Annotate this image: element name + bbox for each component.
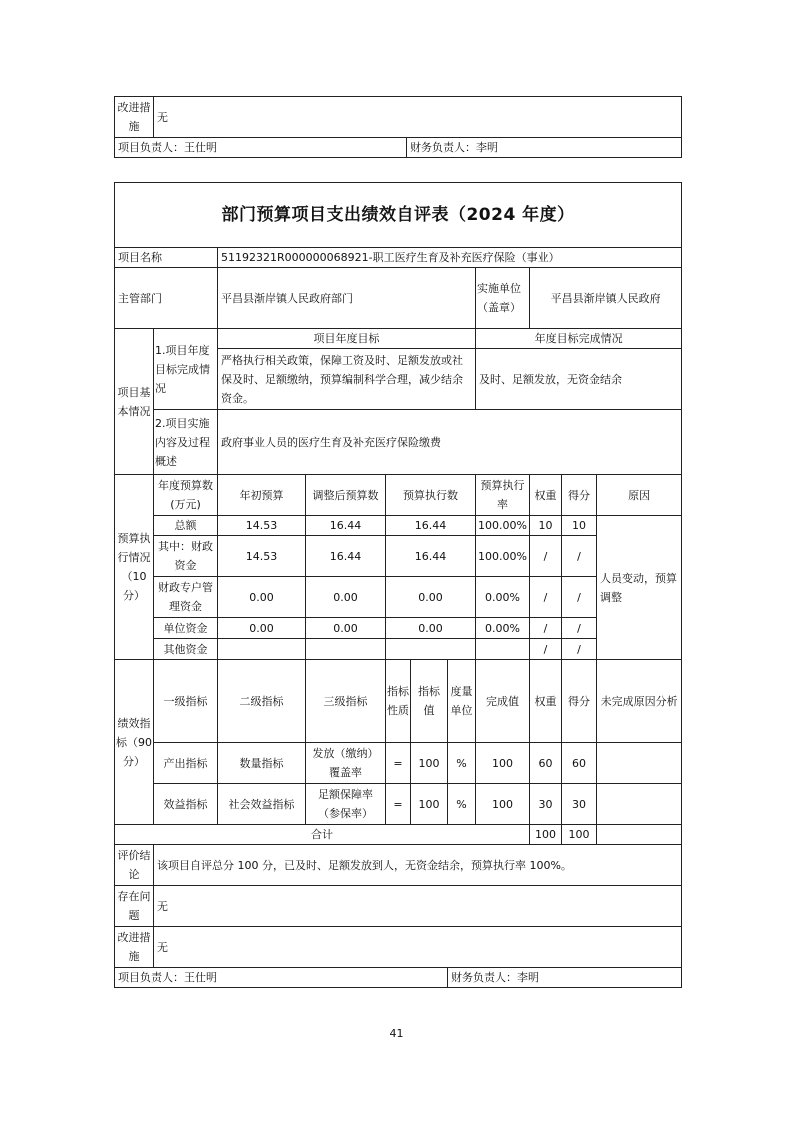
- budget-adjusted: 16.44: [306, 516, 386, 536]
- budget-adjusted: [306, 639, 386, 660]
- perf-level1: 效益指标: [154, 784, 218, 825]
- perf-header-level2: 二级指标: [218, 660, 306, 743]
- total-label: 合计: [115, 825, 530, 845]
- budget-rate: [476, 639, 530, 660]
- goal-completion-text: 及时、足额发放，无资金结余: [476, 349, 682, 410]
- perf-weight: 30: [530, 784, 562, 825]
- total-score: 100: [562, 825, 597, 845]
- perf-target: 100: [411, 784, 448, 825]
- budget-header-weight: 权重: [530, 475, 562, 516]
- budget-row-label: 单位资金: [154, 618, 218, 639]
- budget-header-rate: 预算执行率: [476, 475, 530, 516]
- budget-weight: /: [530, 639, 562, 660]
- content-text: 政府事业人员的医疗生育及补充医疗保险缴费: [218, 410, 682, 475]
- budget-row-label: 其中：财政资金: [154, 536, 218, 577]
- issues-text: 无: [154, 886, 682, 927]
- budget-weight: /: [530, 536, 562, 577]
- budget-executed: 16.44: [386, 536, 476, 577]
- budget-executed: 0.00: [386, 577, 476, 618]
- budget-initial: 0.00: [218, 577, 306, 618]
- project-lead: 项目负责人：王仕明: [115, 138, 407, 158]
- improvement-value: 无: [154, 97, 682, 138]
- budget-rate: 100.00%: [476, 516, 530, 536]
- goal-label: 1.项目年度目标完成情况: [154, 329, 218, 410]
- perf-actual: 100: [476, 743, 530, 784]
- perf-reason: [597, 743, 682, 784]
- budget-initial: 14.53: [218, 516, 306, 536]
- performance-self-evaluation-form: [114, 182, 682, 988]
- budget-rate: 0.00%: [476, 618, 530, 639]
- perf-unit: %: [448, 743, 476, 784]
- perf-actual: 100: [476, 784, 530, 825]
- performance-row: [115, 743, 682, 784]
- impl-unit-label: 实施单位（盖章）: [476, 268, 530, 329]
- conclusion-label: 评价结论: [115, 845, 154, 886]
- perf-level2: 数量指标: [218, 743, 306, 784]
- budget-score: /: [562, 577, 597, 618]
- budget-weight: 10: [530, 516, 562, 536]
- budget-weight: /: [530, 577, 562, 618]
- annual-goal-header: 项目年度目标: [218, 329, 476, 349]
- perf-header-actual: 完成值: [476, 660, 530, 743]
- impl-unit-value: 平昌县渐岸镇人民政府: [530, 268, 682, 329]
- project-name-label: 项目名称: [115, 248, 218, 268]
- perf-score: 30: [562, 784, 597, 825]
- project-name-value: 51192321R000000068921-职工医疗生育及补充医疗保险（事业）: [218, 248, 682, 268]
- issues-label: 存在问题: [115, 886, 154, 927]
- previous-form-tail: [114, 96, 682, 158]
- budget-initial: 0.00: [218, 618, 306, 639]
- budget-weight: /: [530, 618, 562, 639]
- budget-executed: 0.00: [386, 618, 476, 639]
- project-lead: 项目负责人：王仕明: [115, 968, 448, 988]
- improvement-label: 改进措施: [115, 97, 154, 138]
- budget-adjusted: 0.00: [306, 618, 386, 639]
- budget-score: /: [562, 536, 597, 577]
- annual-goal-text: 严格执行相关政策，保障工资及时、足额发放或社保及时、足额缴纳，预算编制科学合理，减少结余资金。: [218, 349, 476, 410]
- budget-header-year: 年度预算数(万元): [154, 475, 218, 516]
- perf-header-score: 得分: [562, 660, 597, 743]
- perf-level1: 产出指标: [154, 743, 218, 784]
- budget-header-score: 得分: [562, 475, 597, 516]
- budget-score: /: [562, 639, 597, 660]
- perf-target: 100: [411, 743, 448, 784]
- page-number: 41: [389, 1027, 404, 1040]
- budget-adjusted: 16.44: [306, 536, 386, 577]
- perf-header-weight: 权重: [530, 660, 562, 743]
- perf-header-nature: 指标性质: [386, 660, 411, 743]
- perf-score: 60: [562, 743, 597, 784]
- improvement-label: 改进措施: [115, 927, 154, 968]
- budget-header-executed: 预算执行数: [386, 475, 476, 516]
- budget-section-label: 预算执行情况（10分）: [115, 475, 154, 660]
- budget-row: [115, 516, 682, 536]
- perf-weight: 60: [530, 743, 562, 784]
- budget-header-reason: 原因: [597, 475, 682, 516]
- total-weight: 100: [530, 825, 562, 845]
- perf-reason: [597, 784, 682, 825]
- budget-adjusted: 0.00: [306, 577, 386, 618]
- performance-section-label: 绩效指标（90分）: [115, 660, 154, 825]
- budget-row-label: 财政专户管理资金: [154, 577, 218, 618]
- dept-value: 平昌县渐岸镇人民政府部门: [218, 268, 476, 329]
- performance-row: [115, 784, 682, 825]
- budget-reason: 人员变动，预算调整: [597, 516, 682, 660]
- budget-header-initial: 年初预算: [218, 475, 306, 516]
- finance-lead: 财务负责人：李明: [448, 968, 682, 988]
- form-title: 部门预算项目支出绩效自评表（2024 年度）: [115, 183, 682, 248]
- total-row: [115, 825, 682, 845]
- perf-level3: 足额保障率（参保率）: [306, 784, 386, 825]
- perf-header-level3: 三级指标: [306, 660, 386, 743]
- basic-info-label: 项目基本情况: [115, 329, 154, 475]
- goal-completion-header: 年度目标完成情况: [476, 329, 682, 349]
- budget-header-adjusted: 调整后预算数: [306, 475, 386, 516]
- perf-header-level1: 一级指标: [154, 660, 218, 743]
- perf-header-unit: 度量单位: [448, 660, 476, 743]
- improvement-text: 无: [154, 927, 682, 968]
- total-reason: [597, 825, 682, 845]
- budget-row-label: 总额: [154, 516, 218, 536]
- budget-row-label: 其他资金: [154, 639, 218, 660]
- budget-initial: 14.53: [218, 536, 306, 577]
- perf-nature: =: [386, 784, 411, 825]
- perf-nature: =: [386, 743, 411, 784]
- budget-initial: [218, 639, 306, 660]
- perf-level3: 发放（缴纳）覆盖率: [306, 743, 386, 784]
- conclusion-text: 该项目自评总分 100 分，已及时、足额发放到人，无资金结余，预算执行率 100%。: [154, 845, 682, 886]
- budget-score: /: [562, 618, 597, 639]
- dept-label: 主管部门: [115, 268, 218, 329]
- budget-executed: 16.44: [386, 516, 476, 536]
- perf-level2: 社会效益指标: [218, 784, 306, 825]
- budget-rate: 100.00%: [476, 536, 530, 577]
- perf-header-target: 指标值: [411, 660, 448, 743]
- perf-unit: %: [448, 784, 476, 825]
- budget-rate: 0.00%: [476, 577, 530, 618]
- content-label: 2.项目实施内容及过程概述: [154, 410, 218, 475]
- budget-score: 10: [562, 516, 597, 536]
- finance-lead: 财务负责人：李明: [407, 138, 682, 158]
- budget-executed: [386, 639, 476, 660]
- perf-header-reason: 未完成原因分析: [597, 660, 682, 743]
